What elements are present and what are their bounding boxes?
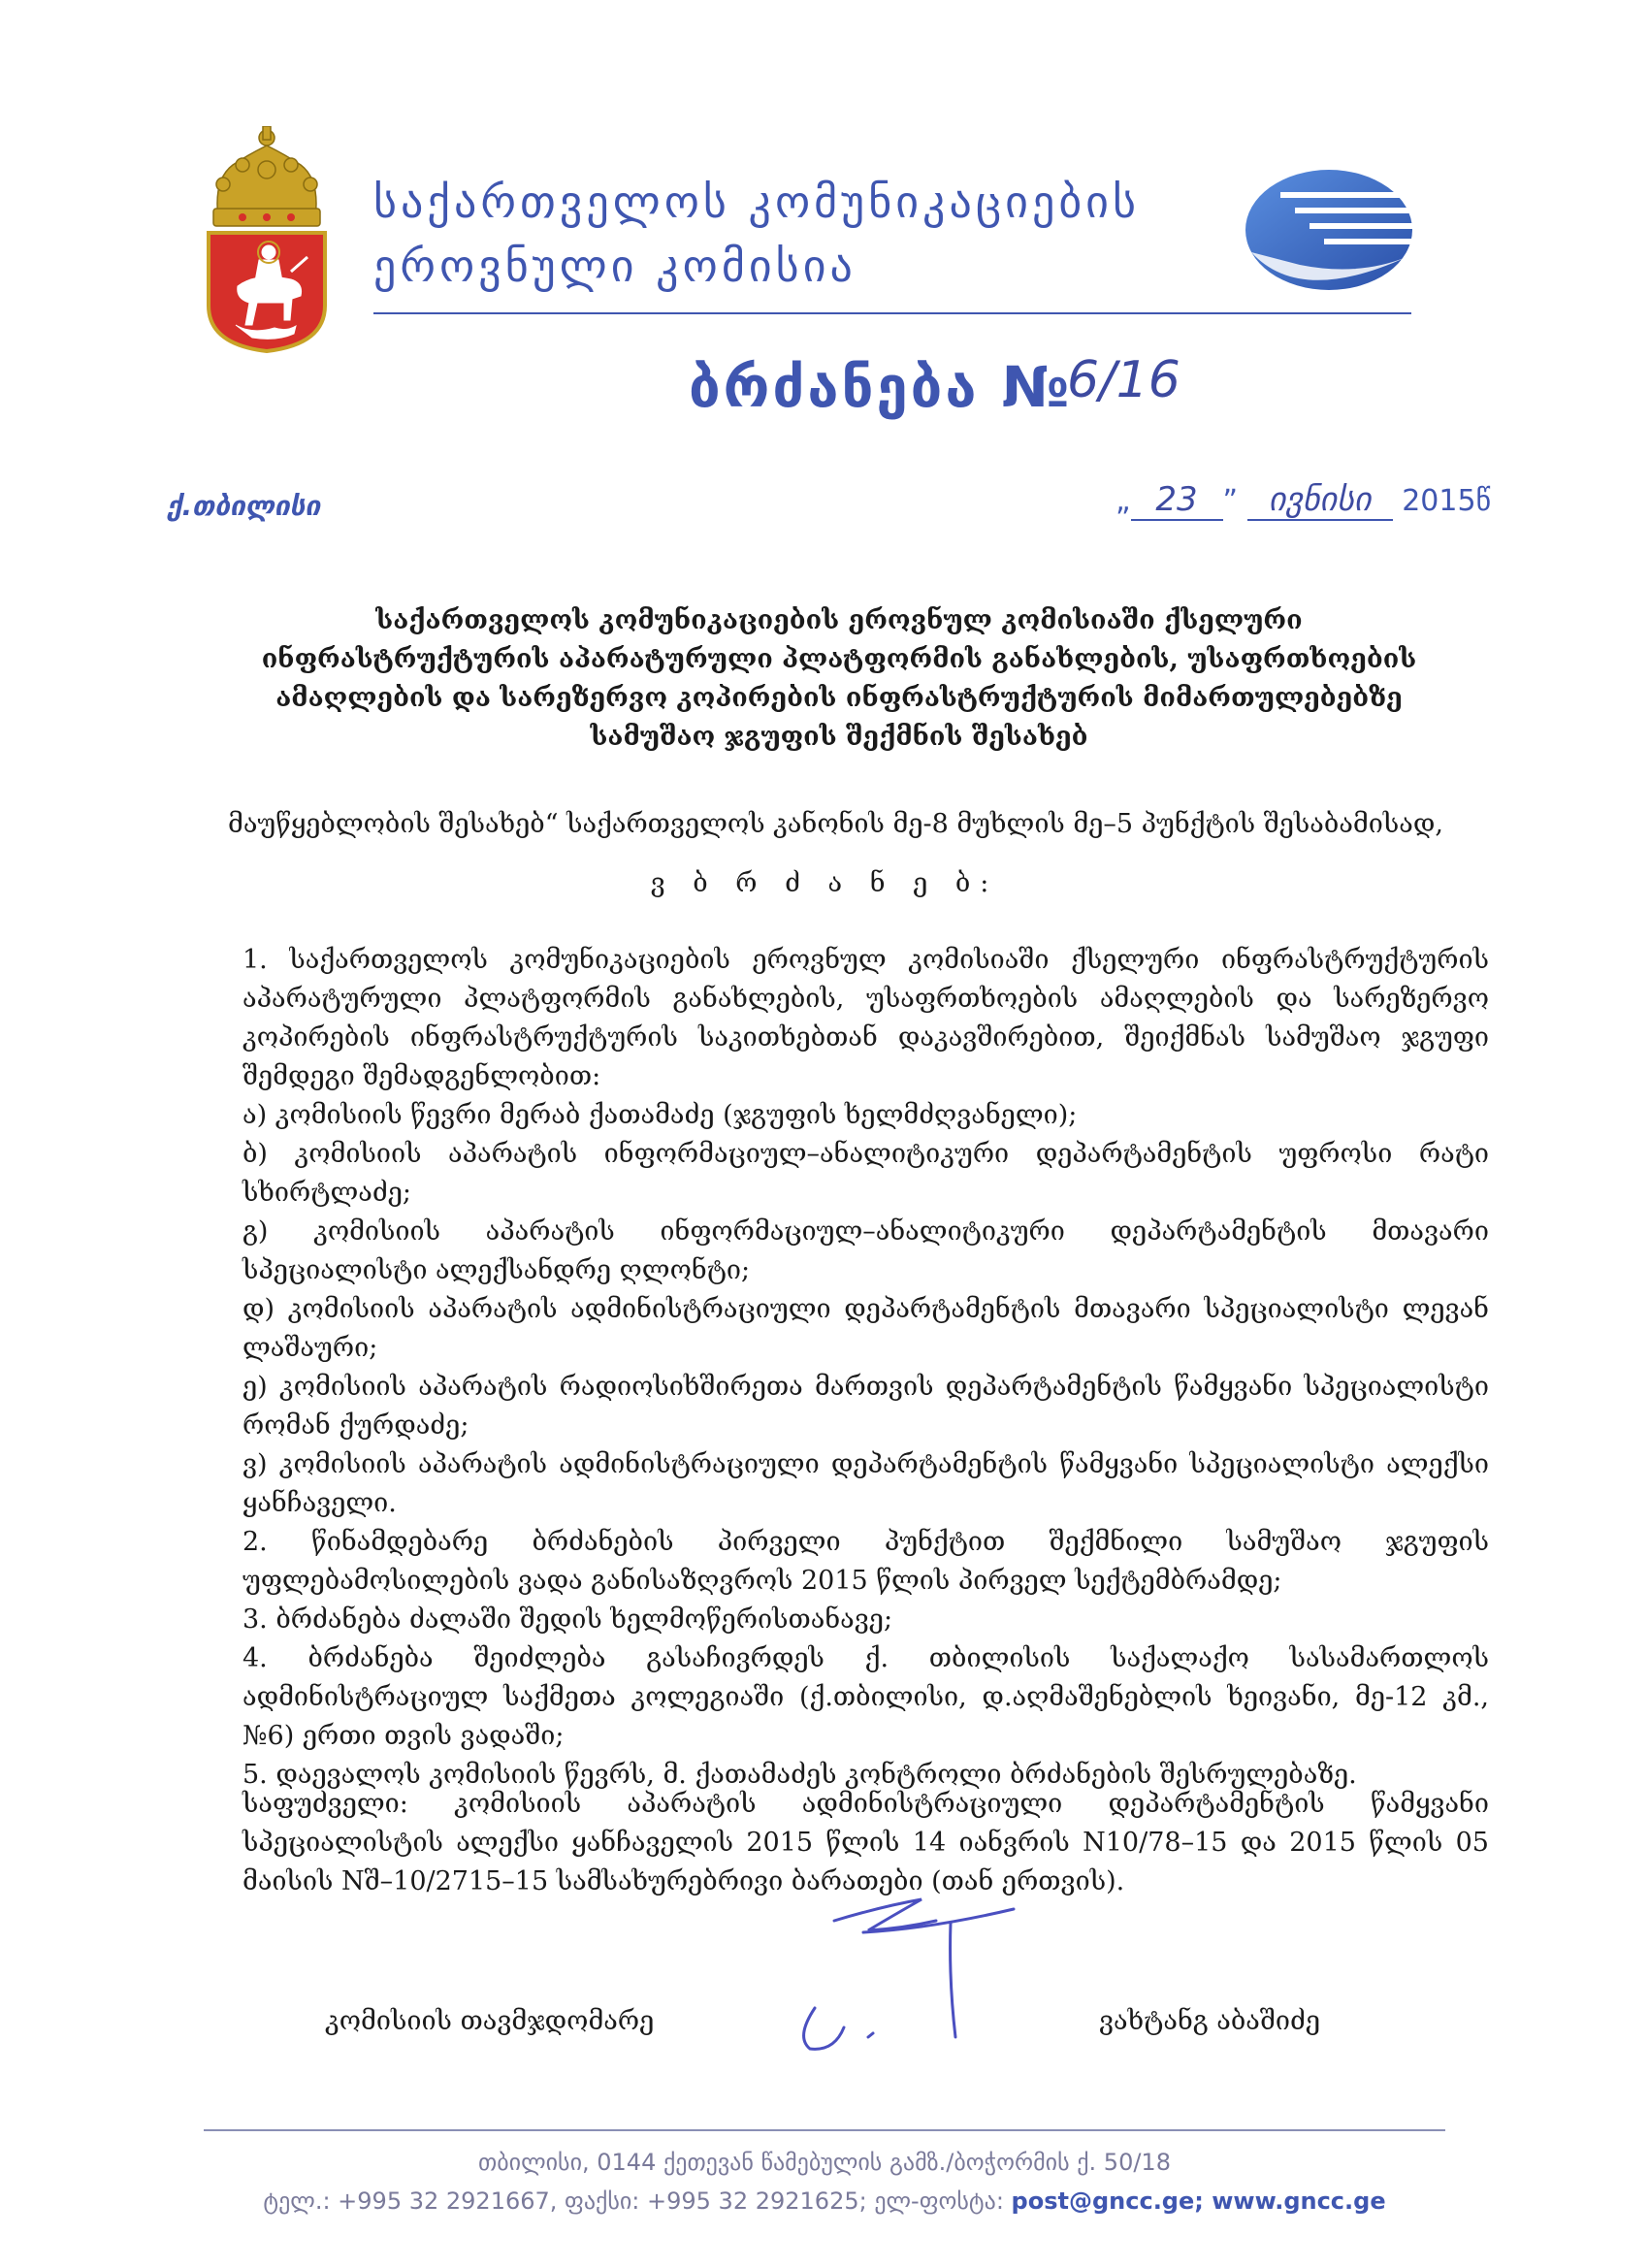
list-item: 4. ბრძანება შეიძლება გასაჩივრდეს ქ. თბილისის საქალაქო სასამართლოს ადმინისტრაციულ საქმეთა კოლეგიაში (ქ.თბილისი, დ.აღმაშენებლის ხეივანი, მე-12 კმ., №6) ერთი თვის ვადაში;: [242, 1643, 1489, 1751]
list-item: 1. საქართველოს კომუნიკაციების ეროვნულ კომისიაში ქსელური ინფრასტრუქტურის აპარატურული პლატფორმის განახლების, უსაფრთხოების ამაღლების და სარეზერვო კოპირების ინფრასტრუქტურის საკითხებთან დაკავშირებით, შეიქმნას სამუშაო ჯგუფი შემდეგი შემადგენლობით:: [242, 945, 1489, 1091]
order-date: [1116, 480, 1491, 521]
list-item: ე) კომისიის აპარატის რადიოსიხშირეთა მართვის დეპარტამენტის წამყვანი სპეციალისტი რომან ქურდაძე;: [242, 1372, 1489, 1441]
date-day: 23: [1131, 480, 1223, 521]
footer-address: თბილისი, 0144 ქეთევან წამებულის გამზ./ბოჭორმის ქ. 50/18: [478, 2149, 1171, 2176]
issuer-title: [373, 170, 1227, 298]
gncc-logo-icon: [1242, 160, 1416, 296]
date-month: ივნისი: [1247, 480, 1393, 521]
list-item: გ) კომისიის აპარატის ინფორმაციულ–ანალიტიკური დეპარტამენტის მთავარი სპეციალისტი ალექსანდრე ღლონტი;: [242, 1216, 1489, 1285]
list-item: ა) კომისიის წევრი მერაბ ქათამაძე (ჯგუფის ხელმძღვანელი);: [242, 1100, 1078, 1130]
decree-word: ვ ბ რ ძ ა ნ ე ბ:: [650, 868, 999, 898]
signatory-name: ვახტანგ აბაშიძე: [1099, 2006, 1321, 2036]
list-item: ბ) კომისიის აპარატის ინფორმაციულ–ანალიტიკური დეპარტამენტის უფროსი რატი სხირტლაძე;: [242, 1139, 1489, 1208]
issuer-title-line-1: საქართველოს კომუნიკაციების: [373, 176, 1140, 228]
list-item: 3. ბრძანება ძალაში შედის ხელმოწერისთანავე;: [242, 1604, 893, 1635]
order-subject: საქართველოს კომუნიკაციების ეროვნულ კომისიაში ქსელური ინფრასტრუქტურის აპარატურული პლატფორმის განახლების, უსაფრთხოების ამაღლების და სარეზერვო კოპირების ინფრასტრუქტურის მიმართულებებზე სამუშაო ჯგუფის შექმნის შესახებ: [261, 605, 1417, 752]
list-item: დ) კომისიის აპარატის ადმინისტრაციული დეპარტამენტის მთავარი სპეციალისტი ლევან ლაშაური;: [242, 1294, 1489, 1363]
list-item: 5. დაევალოს კომისიის წევრს, მ. ქათამაძეს კონტროლი ბრძანების შესრულებაზე.: [242, 1760, 1357, 1790]
footer-contacts: [0, 2187, 1649, 2215]
place: ქ.თბილისი: [167, 490, 321, 522]
handwritten-signature: [776, 1892, 1048, 2057]
order-items: [242, 941, 1489, 1795]
date-year: 2015: [1402, 484, 1476, 518]
date-year-suffix: წ: [1475, 484, 1492, 518]
footer-divider: [204, 2129, 1445, 2131]
header-divider: [373, 312, 1411, 314]
signatory-title: კომისიის თავმჯდომარე: [325, 2006, 655, 2036]
order-heading: ბრძანება №: [689, 354, 1073, 420]
date-open-quote: „: [1116, 484, 1131, 518]
list-item: 2. წინამდებარე ბრძანების პირველი პუნქტით შექმნილი სამუშაო ჯგუფის უფლებამოსილების ვადა განისაზღვროს 2015 წლის პირველ სექტემბრამდე;: [242, 1527, 1489, 1596]
preamble: მაუწყებლობის შესახებ“ საქართველოს კანონის მე-8 მუხლის მე–5 პუნქტის შესაბამისად,: [228, 809, 1443, 839]
order-number: 6/16: [1067, 351, 1180, 409]
basis-note: საფუძველი: კომისიის აპარატის ადმინისტრაციული დეპარტამენტის წამყვანი სპეციალისტის ალექსი ყანჩაველის 2015 წლის 14 იანვრის N10/78–15 და 2015 წლის 05 მაისის Nშ–10/2715–15 სამსახურებრივი ბარათები (თან ერთვის).: [242, 1789, 1489, 1896]
footer-email-web-link[interactable]: post@gncc.ge; www.gncc.ge: [1011, 2187, 1386, 2215]
footer-phone-fax: ტელ.: +995 32 2921667, ფაქსი: +995 32 2921625; ელ-ფოსტა:: [263, 2187, 1004, 2215]
issuer-title-line-2: ეროვნული კომისია: [373, 240, 857, 292]
georgia-coat-of-arms-icon: [199, 126, 335, 354]
list-item: ვ) კომისიის აპარატის ადმინისტრაციული დეპარტამენტის წამყვანი სპეციალისტი ალექსი ყანჩაველი.: [242, 1449, 1489, 1518]
date-close-quote: ”: [1222, 484, 1239, 518]
